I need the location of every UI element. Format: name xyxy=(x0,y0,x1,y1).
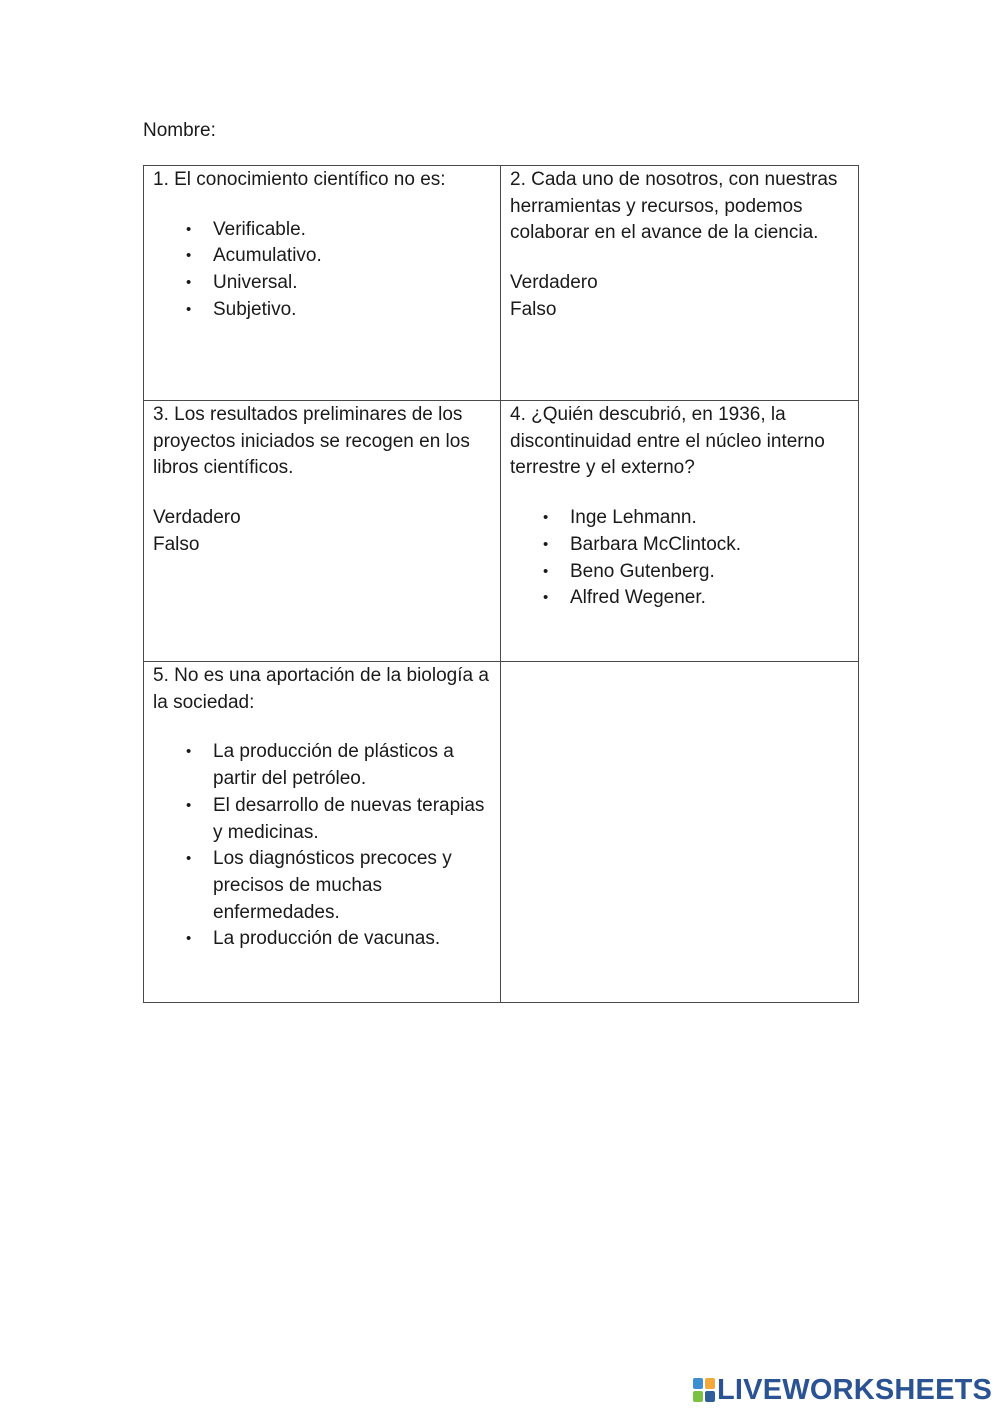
option-list xyxy=(153,739,492,953)
option-item[interactable]: • La producción de plásticos a partir del petróleo. xyxy=(213,739,492,792)
question-text: 2. Cada uno de nosotros, con nuestras herramientas y recursos, podemos colaborar en el avance de la ciencia. xyxy=(510,169,838,244)
question-cell-2 xyxy=(501,166,859,401)
brand-name: LIVEWORKSHEETS xyxy=(717,1374,993,1406)
option-true[interactable]: Verdadero xyxy=(510,272,598,294)
option-false[interactable]: Falso xyxy=(153,533,200,555)
option-item[interactable]: • Barbara McClintock. xyxy=(570,532,850,559)
table-row xyxy=(144,662,859,1003)
true-false-options xyxy=(510,270,850,323)
question-cell-3 xyxy=(144,401,501,662)
option-item[interactable]: • El desarrollo de nuevas terapias y medicinas. xyxy=(213,793,492,846)
question-cell-4 xyxy=(501,401,859,662)
question-text: 4. ¿Quién descubrió, en 1936, la discontinuidad entre el núcleo interno terrestre y el externo? xyxy=(510,404,825,479)
option-false[interactable]: Falso xyxy=(510,298,557,320)
option-item[interactable]: • Verificable. xyxy=(213,217,492,244)
question-text: 3. Los resultados preliminares de los proyectos iniciados se recogen en los libros científicos. xyxy=(153,404,470,479)
option-list xyxy=(510,505,850,612)
empty-cell xyxy=(501,662,859,1003)
option-item[interactable]: • Inge Lehmann. xyxy=(570,505,850,532)
question-text: 5. No es una aportación de la biología a la sociedad: xyxy=(153,665,489,713)
question-cell-1 xyxy=(144,166,501,401)
question-text: 1. El conocimiento científico no es: xyxy=(153,169,446,190)
table-row xyxy=(144,166,859,401)
option-item[interactable]: • La producción de vacunas. xyxy=(213,926,492,953)
option-item[interactable]: • Los diagnósticos precoces y precisos de muchas enfermedades. xyxy=(213,846,492,926)
table-row xyxy=(144,401,859,662)
name-label: Nombre: xyxy=(143,120,216,141)
liveworksheets-logo xyxy=(693,1375,992,1405)
option-item[interactable]: • Acumulativo. xyxy=(213,243,492,270)
liveworksheets-logo-icon xyxy=(693,1378,715,1402)
option-item[interactable]: • Beno Gutenberg. xyxy=(570,559,850,586)
option-item[interactable]: • Subjetivo. xyxy=(213,297,492,324)
quiz-table xyxy=(143,165,859,1003)
option-item[interactable]: • Universal. xyxy=(213,270,492,297)
option-true[interactable]: Verdadero xyxy=(153,507,241,529)
true-false-options xyxy=(153,505,492,558)
option-item[interactable]: • Alfred Wegener. xyxy=(570,585,850,612)
option-list xyxy=(153,217,492,324)
question-cell-5 xyxy=(144,662,501,1003)
